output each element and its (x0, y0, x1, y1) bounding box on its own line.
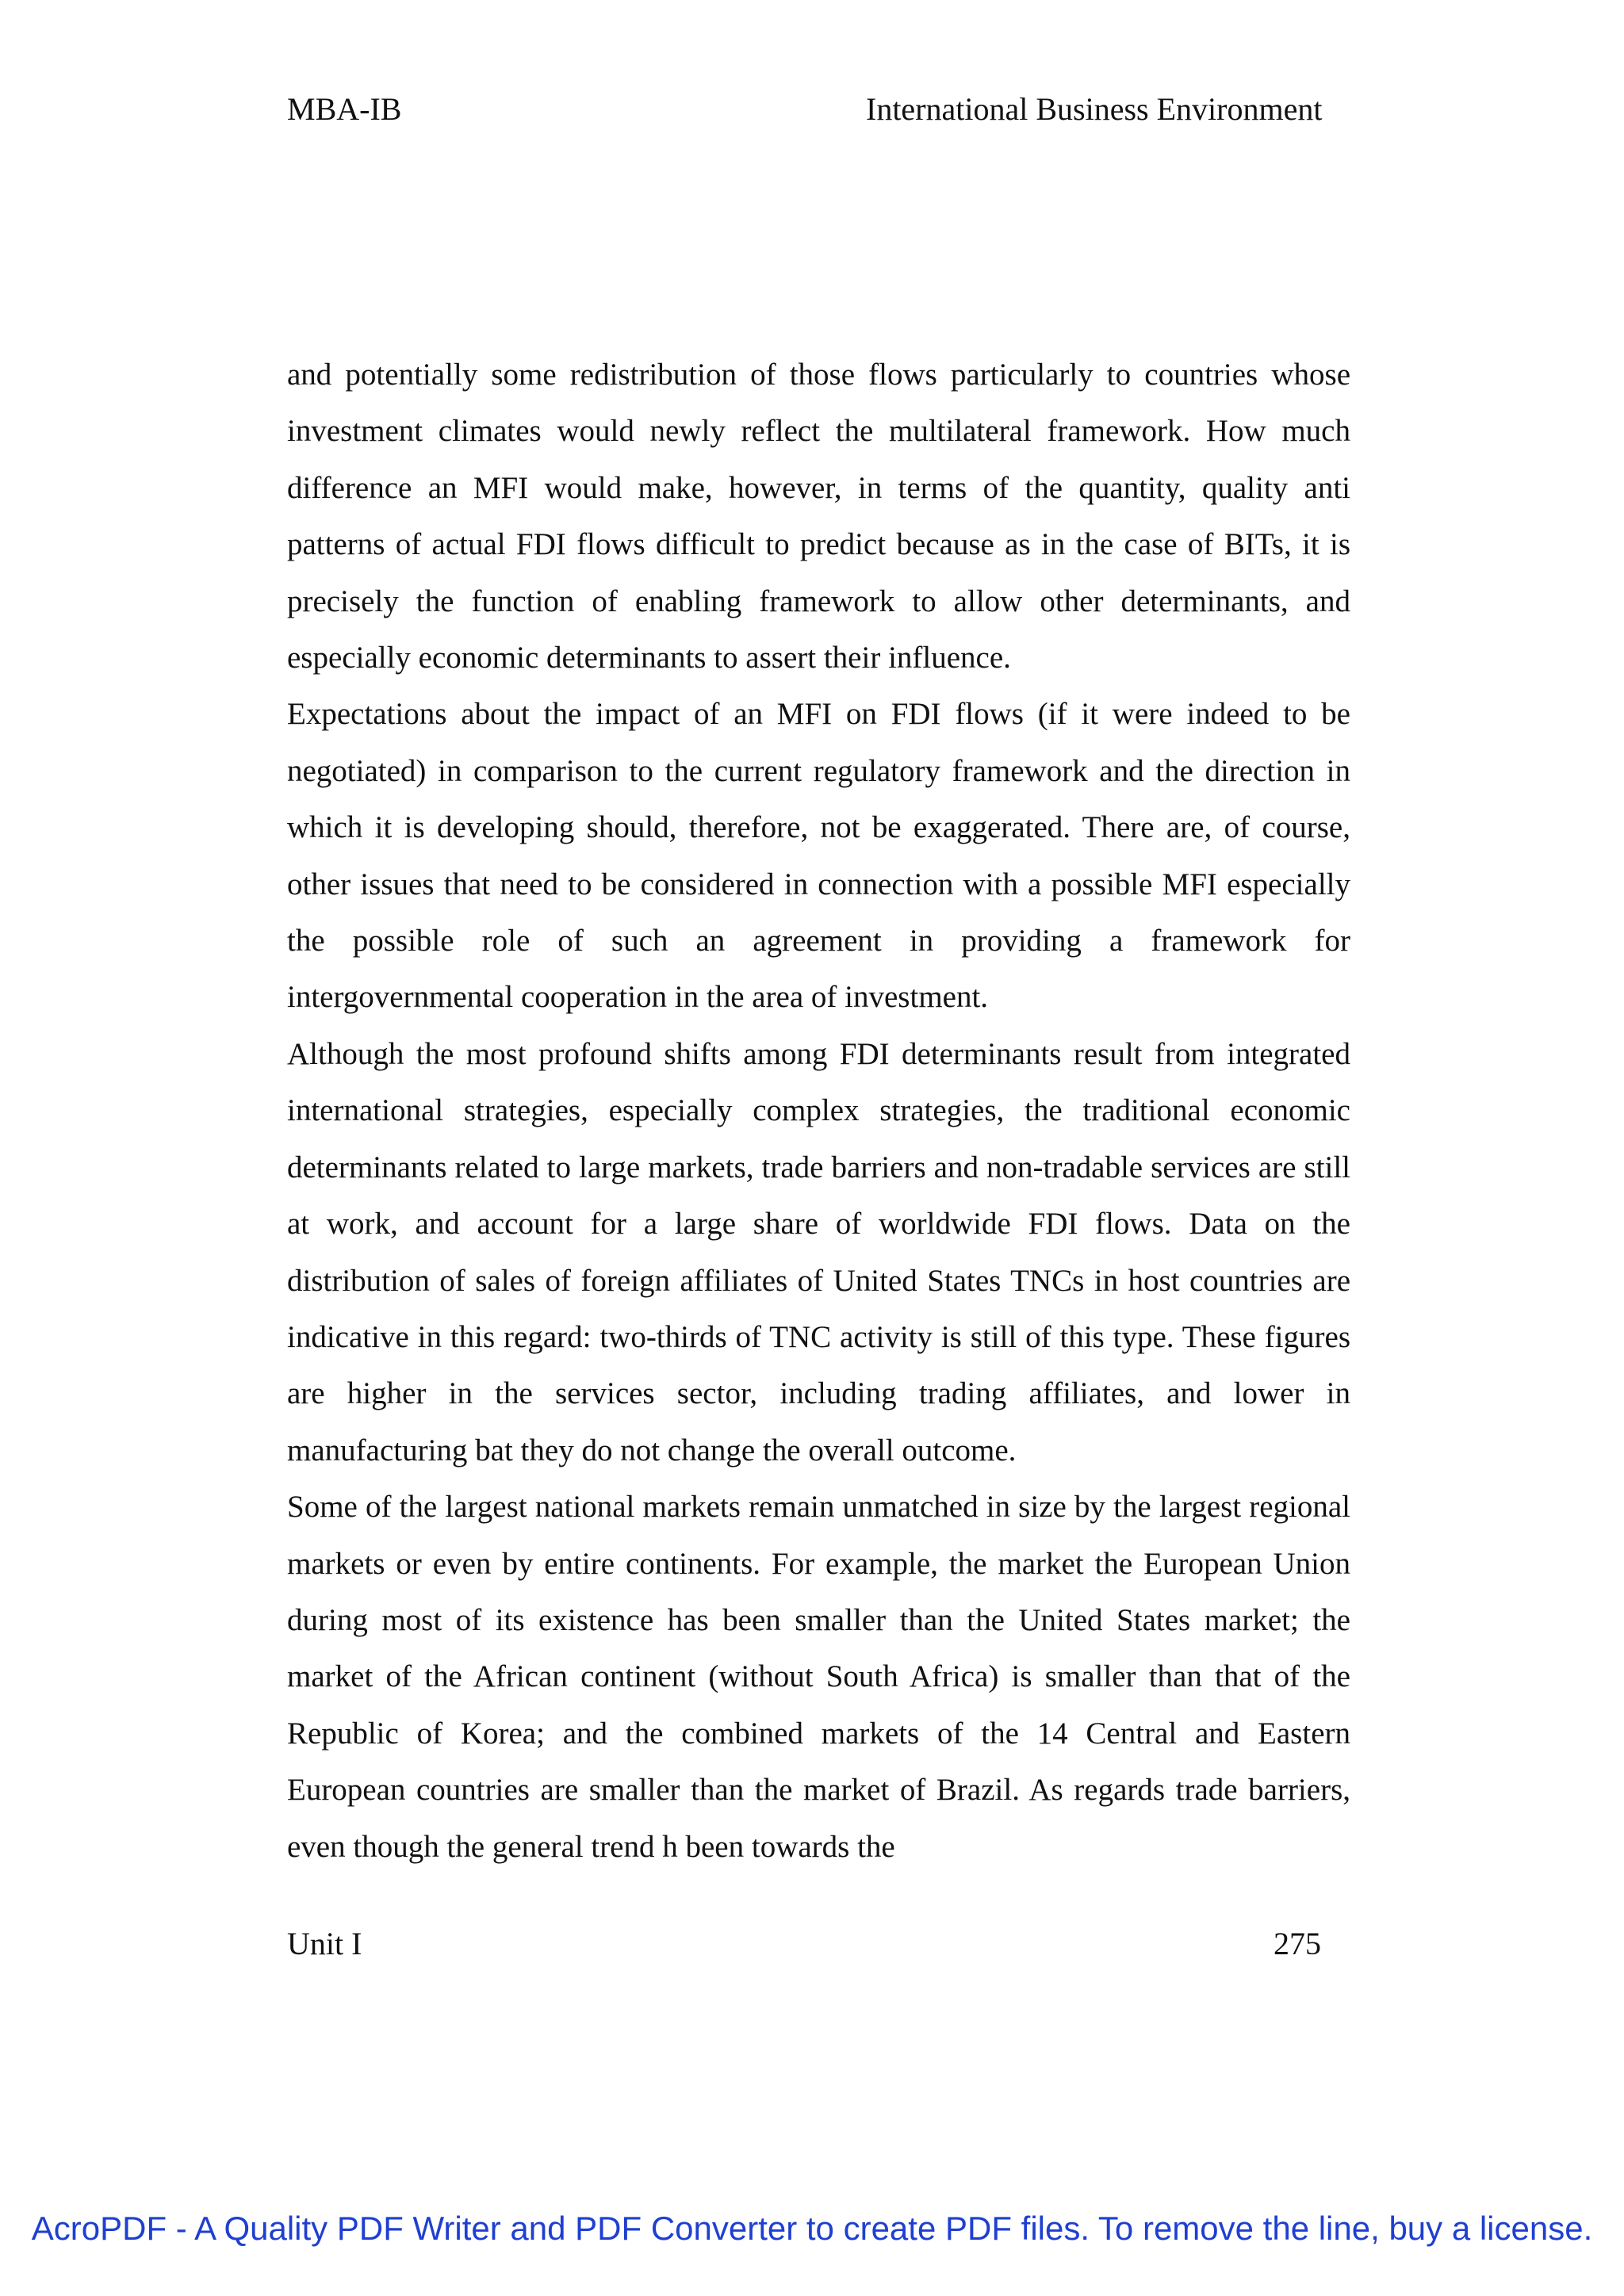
paragraph: Some of the largest national markets remain unmatched in size by the largest regional markets or even by entire continents. For example, the market the European Union during most of its existence has been smaller than the United States market; the market of the African continent (without South Africa) is smaller than that of the Republic of Korea; and the combined markets of the 14 Central and Eastern European countries are smaller than the market of Brazil. As regards trade barriers, even though the general trend h been towards the (287, 1490, 1350, 1864)
paragraph: Although the most profound shifts among FDI determinants result from integrated international strategies, especially complex strategies, the traditional economic determinants related to large markets, trade barriers and non-tradable services are still at work, and account for a large share of worldwide FDI flows. Data on the distribution of sales of foreign affiliates of United States TNCs in host countries are indicative in this regard: two-thirds of TNC activity is still of this type. These figures are higher in the services sector, including trading affiliates, and lower in manufacturing bat they do not change the overall outcome. (287, 1036, 1350, 1468)
running-header-title: International Business Environment (866, 91, 1323, 127)
watermark-notice: AcroPDF - A Quality PDF Writer and PDF Converter to create PDF files. To remove the line, buy a license. (31, 2210, 1593, 2247)
footer-unit-label: Unit I (287, 1926, 362, 1961)
paragraph: and potentially some redistribution of those flows particularly to countries whose investment climates would newly reflect the multilateral framework. How much difference an MFI would make, however, in terms of the quantity, quality anti patterns of actual FDI flows difficult to predict because as in the case of BITs, it is precisely the function of enabling framework to allow other determinants, and especially economic determinants to assert their influence. (287, 358, 1350, 675)
paragraph: Expectations about the impact of an MFI on FDI flows (if it were indeed to be negotiated) in comparison to the current regulatory framework and the direction in which it is developing should, therefore, not be exaggerated. There are, of course, other issues that need to be considered in connection with a possible MFI especially the possible role of such an agreement in providing a framework for intergovernmental cooperation in the area of investment. (287, 697, 1350, 1015)
body-text (287, 346, 1350, 1875)
running-header-course: MBA-IB (287, 91, 402, 127)
page-number: 275 (1274, 1926, 1321, 1961)
